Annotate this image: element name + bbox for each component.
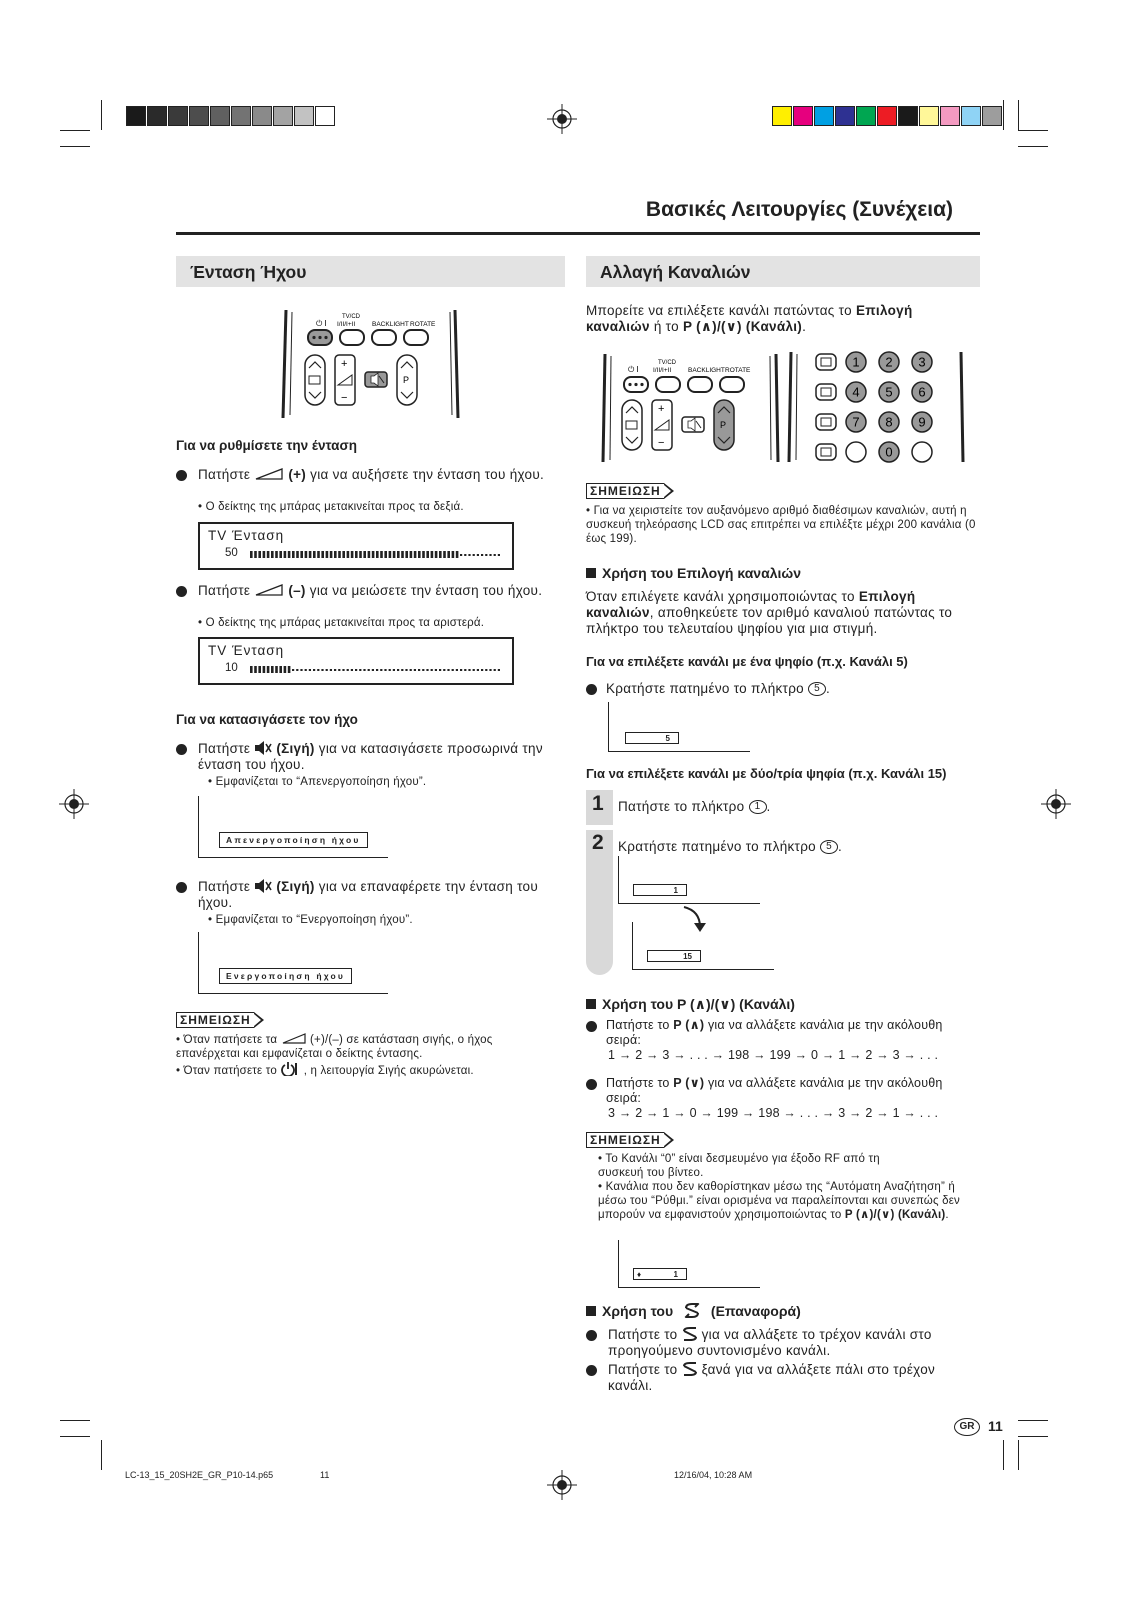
minus-label: − xyxy=(658,437,665,449)
volume-bar-segment xyxy=(389,551,392,558)
color-swatch xyxy=(940,106,960,126)
volume-osd-10 xyxy=(198,637,514,685)
volume-bar-segment xyxy=(460,669,462,671)
volume-bar-segment xyxy=(410,669,412,671)
volume-bar-segment xyxy=(258,666,261,673)
volume-bar-segment xyxy=(393,669,395,671)
modes-label: I/II/I+II xyxy=(337,321,356,328)
digit-key-label: 0 xyxy=(885,444,893,460)
section-title-volume: Ένταση Ήχου xyxy=(176,256,565,287)
volume-bar-segment xyxy=(351,669,353,671)
color-swatch xyxy=(898,106,918,126)
p-up-text: Πατήστε το P (∧) για να αλλάξετε κανάλια με την ακόλουθη σειρά: xyxy=(606,1018,943,1047)
note-left-1: • Όταν πατήσετε τα (+)/(–) σε κατάσταση σιγής, ο ήχος επανέρχεται και εμφανίζεται ο δείκτης έντασης. xyxy=(176,1034,493,1060)
volume-bar-segment xyxy=(498,669,500,671)
bullet-dot xyxy=(586,1330,597,1341)
volume-bar-segment xyxy=(275,666,278,673)
volume-bar-segment xyxy=(380,669,382,671)
volume-bar-segment xyxy=(489,554,491,556)
footer-file: LC-13_15_20SH2E_GR_P10-14.p65 xyxy=(125,1470,274,1480)
volume-bar-segment xyxy=(384,669,386,671)
volume-bar-segment xyxy=(317,551,320,558)
volume-bar-segment xyxy=(326,551,329,558)
bullet-dot xyxy=(176,744,187,755)
mute-text: Πατήστε (Σιγή) για να κατασιγάσετε προσωρινά την ένταση του ήχου. xyxy=(198,741,543,772)
power-label: ⏻ I xyxy=(628,365,639,374)
osd-channel-5: 5 xyxy=(625,732,679,744)
volume-bar-segment xyxy=(250,551,253,558)
section-title-channels: Αλλαγή Καναλιών xyxy=(586,256,980,287)
volume-bar-segment xyxy=(397,551,400,558)
volume-bar-segment xyxy=(368,669,370,671)
p-down-sequence: 3 → 2 → 1 → 0 → 199 → 198 → . . . → 3 → 2 → 1 → . . . xyxy=(608,1106,939,1120)
mute-subnote: • Εμφανίζεται το “Απενεργοποίηση ήχου”. xyxy=(208,776,427,788)
mute-icon xyxy=(254,741,272,755)
plus-label: + xyxy=(658,403,665,415)
osd-title: TV Ένταση xyxy=(208,643,285,658)
volume-bar-50 xyxy=(250,551,506,558)
volume-bar-segment xyxy=(342,551,345,558)
osd-channel-skip: ♦ 1 xyxy=(633,1268,687,1280)
bullet-dot xyxy=(586,1365,597,1376)
function-key xyxy=(816,444,836,460)
color-swatch xyxy=(814,106,834,126)
mute-heading: Για να κατασιγάσετε τον ήχο xyxy=(176,712,358,727)
volume-bar-segment xyxy=(300,551,303,558)
volume-bar-segment xyxy=(422,551,425,558)
volume-bar-segment xyxy=(464,554,466,556)
backlight-label: BACKLIGHT xyxy=(688,367,725,374)
page-title: Βασικές Λειτουργίες (Συνέχεια) xyxy=(645,198,953,221)
volume-bar-segment xyxy=(426,551,429,558)
volume-bar-segment xyxy=(313,669,315,671)
backlight-label: BACKLIGHT xyxy=(372,321,409,328)
rotate-label: ROTATE xyxy=(410,321,436,328)
volume-bar-segment xyxy=(263,666,266,673)
step-2-number: 2 xyxy=(592,831,604,854)
volume-bar-segment xyxy=(330,669,332,671)
volume-bar-segment xyxy=(321,669,323,671)
digit-key-label: 1 xyxy=(852,354,860,370)
volume-bar-segment xyxy=(456,669,458,671)
use-p-heading: Χρήση του P (∧)/(∨) (Κανάλι) xyxy=(586,996,795,1013)
tvcd-label: TV/CD xyxy=(342,314,360,320)
color-swatch xyxy=(961,106,981,126)
volume-bar-segment xyxy=(288,666,291,673)
use-select-text: Όταν επιλέγετε κανάλι χρησιμοποιώντας το Επιλογή καναλιών, αποθηκεύετε τον αριθμό καναλιού πατώντας το πλήκτρο του τελευταίου ψηφίου για μια στιγμή. xyxy=(586,589,953,636)
volume-bar-segment xyxy=(359,551,362,558)
volume-bar-segment xyxy=(456,551,459,558)
language-badge: GR xyxy=(954,1418,980,1436)
power-label: ⏻ I xyxy=(316,319,327,328)
osd-value: 10 xyxy=(225,662,238,674)
volume-bar-segment xyxy=(418,669,420,671)
bullet-dot xyxy=(586,1021,597,1032)
volume-bar-segment xyxy=(313,551,316,558)
color-swatch xyxy=(772,106,792,126)
volume-bar-segment xyxy=(359,669,361,671)
volume-bar-segment xyxy=(435,551,438,558)
volume-bar-segment xyxy=(414,669,416,671)
volume-bar-segment xyxy=(443,551,446,558)
step2-osd-frame-a xyxy=(618,856,760,904)
key-5-icon: 5 xyxy=(808,682,826,696)
osd-title: TV Ένταση xyxy=(208,528,285,543)
mute-icon xyxy=(254,879,272,893)
step-1-number: 1 xyxy=(592,792,604,815)
volume-bar-segment xyxy=(376,669,378,671)
volume-bar-segment xyxy=(401,669,403,671)
volume-bar-segment xyxy=(468,554,470,556)
volume-bar-segment xyxy=(363,551,366,558)
color-swatch xyxy=(147,106,167,126)
volume-bar-segment xyxy=(447,551,450,558)
volume-bar-segment xyxy=(477,554,479,556)
volume-bar-segment xyxy=(271,666,274,673)
volume-bar-segment xyxy=(284,551,287,558)
color-swatch xyxy=(252,106,272,126)
decrease-volume-text: Πατήστε (–) για να μειώσετε την ένταση του ήχου. xyxy=(198,583,543,598)
volume-bar-segment xyxy=(431,551,434,558)
footer-page: 11 xyxy=(320,1470,330,1480)
digit-key-label: 2 xyxy=(885,354,893,370)
flashback-icon xyxy=(683,1303,701,1318)
color-swatch xyxy=(793,106,813,126)
volume-osd-50 xyxy=(198,522,514,570)
keypad-illustration xyxy=(786,348,966,470)
volume-bar-segment xyxy=(368,551,371,558)
volume-bar-segment xyxy=(326,669,328,671)
volume-bar-segment xyxy=(296,669,298,671)
volume-bar-segment xyxy=(292,669,294,671)
volume-bar-segment xyxy=(376,551,379,558)
color-swatch xyxy=(189,106,209,126)
volume-bar-segment xyxy=(330,551,333,558)
volume-bar-segment xyxy=(372,669,374,671)
p-label: P xyxy=(403,375,410,385)
volume-bar-segment xyxy=(288,551,291,558)
osd-value: 50 xyxy=(225,547,238,559)
volume-bar-segment xyxy=(431,669,433,671)
p-down-text: Πατήστε το P (∨) για να αλλάξετε κανάλια με την ακόλουθη σειρά: xyxy=(606,1076,943,1105)
volume-bar-segment xyxy=(380,551,383,558)
color-swatch xyxy=(835,106,855,126)
volume-bar-segment xyxy=(338,551,341,558)
flashback-icon xyxy=(682,1362,698,1376)
volume-bar-segment xyxy=(494,669,496,671)
volume-bar-segment xyxy=(317,669,319,671)
unmute-text: Πατήστε (Σιγή) για να επαναφέρετε την ένταση του ήχου. xyxy=(198,879,539,910)
volume-bar-segment xyxy=(481,669,483,671)
volume-bar-segment xyxy=(414,551,417,558)
function-key xyxy=(816,384,836,400)
note-right-1: • Για να χειριστείτε τον αυξανόμενο αριθμό διαθέσιμων καναλιών, αυτή η συσκευή τηλεόρασης LCD σας επιτρέπει να επιλέξτε μέχρι 200 κανάλια (0 έως 199). xyxy=(586,505,976,545)
volume-bar-segment xyxy=(267,551,270,558)
function-key xyxy=(846,442,866,462)
color-swatch xyxy=(168,106,188,126)
function-key xyxy=(912,442,932,462)
volume-bar-segment xyxy=(347,551,350,558)
tvcd-label: TV/CD xyxy=(658,360,676,366)
note-tag-right-2: ΣΗΜΕΙΩΣΗ xyxy=(586,1132,664,1148)
digit-key-label: 5 xyxy=(885,384,893,400)
volume-wedge-icon xyxy=(254,583,284,597)
volume-bar-segment xyxy=(300,669,302,671)
rotate-label: ROTATE xyxy=(725,367,751,374)
digit-key-label: 9 xyxy=(918,414,926,430)
note-right-2-1: • Το Κανάλι “0” είναι δεσμευμένο για έξοδο RF από τη συσκευή του βίντεο. xyxy=(598,1153,880,1179)
two-digit-heading: Για να επιλέξετε κανάλι με δύο/τρία ψηφία (π.χ. Κανάλι 15) xyxy=(586,766,947,781)
minus-label: − xyxy=(341,392,348,404)
step2-osd-frame-b xyxy=(632,922,774,970)
flashback-text-2: Πατήστε το ξανά για να αλλάξετε πάλι στο τρέχον κανάλι. xyxy=(608,1362,936,1393)
color-swatch xyxy=(210,106,230,126)
volume-bar-segment xyxy=(279,551,282,558)
adjust-heading: Για να ρυθμίσετε την ένταση xyxy=(176,438,357,453)
volume-bar-segment xyxy=(384,551,387,558)
osd-channel-1: 1 xyxy=(633,884,687,896)
color-swatch xyxy=(315,106,335,126)
key-5-icon: 5 xyxy=(820,840,838,854)
volume-bar-segment xyxy=(389,669,391,671)
increase-volume-text: Πατήστε (+) για να αυξήσετε την ένταση του ήχου. xyxy=(198,467,545,482)
volume-bar-segment xyxy=(405,551,408,558)
volume-bar-segment xyxy=(452,669,454,671)
color-swatch xyxy=(273,106,293,126)
flashback-heading: Χρήση του (Επαναφορά) xyxy=(586,1303,801,1319)
note-tag-left: ΣΗΜΕΙΩΣΗ xyxy=(176,1012,254,1028)
volume-bar-segment xyxy=(305,551,308,558)
function-key xyxy=(816,414,836,430)
plus-label: + xyxy=(341,358,348,370)
volume-bar-segment xyxy=(439,669,441,671)
volume-bar-segment xyxy=(372,551,375,558)
bullet-dot xyxy=(176,470,187,481)
unmute-subnote: • Εμφανίζεται το “Ενεργοποίηση ήχου”. xyxy=(208,914,413,926)
volume-bar-segment xyxy=(397,669,399,671)
volume-bar-segment xyxy=(494,554,496,556)
one-digit-text: Κρατήστε πατημένο το πλήκτρο 5 . xyxy=(606,681,831,696)
volume-bar-segment xyxy=(342,669,344,671)
volume-bar-segment xyxy=(267,666,270,673)
volume-bar-segment xyxy=(292,551,295,558)
volume-bar-segment xyxy=(473,554,475,556)
volume-bar-segment xyxy=(338,669,340,671)
volume-bar-segment xyxy=(435,669,437,671)
key-1-icon: 1 xyxy=(749,800,767,814)
volume-bar-segment xyxy=(296,551,299,558)
volume-bar-segment xyxy=(464,669,466,671)
color-swatch xyxy=(877,106,897,126)
title-rule xyxy=(176,232,980,235)
digit-key-label: 7 xyxy=(852,414,860,430)
volume-bar-segment xyxy=(405,669,407,671)
registration-mark-icon xyxy=(547,104,577,134)
volume-bar-segment xyxy=(439,551,442,558)
note-tag-right-1: ΣΗΜΕΙΩΣΗ xyxy=(586,483,664,499)
registration-mark-icon xyxy=(1041,789,1071,819)
volume-bar-segment xyxy=(347,669,349,671)
bullet-dot xyxy=(586,684,597,695)
modes-label: I/II/I+II xyxy=(653,367,672,374)
volume-bar-segment xyxy=(351,551,354,558)
volume-bar-segment xyxy=(254,551,257,558)
volume-bar-segment xyxy=(309,551,312,558)
volume-bar-segment xyxy=(489,669,491,671)
mute-osd-frame xyxy=(198,796,388,858)
color-swatch xyxy=(856,106,876,126)
osd-channel-15: 15 xyxy=(647,950,701,962)
volume-bar-segment xyxy=(481,554,483,556)
volume-bar-segment xyxy=(418,551,421,558)
note-left-2: • Όταν πατήσετε το , η λειτουργία Σιγής ακυρώνεται. xyxy=(176,1062,556,1078)
mute-osd-label: Απενεργοποίηση ήχου xyxy=(219,832,368,848)
square-bullet xyxy=(586,568,596,578)
volume-bar-segment xyxy=(473,669,475,671)
volume-bar-segment xyxy=(284,666,287,673)
volume-bar-segment xyxy=(250,666,253,673)
volume-bar-segment xyxy=(452,551,455,558)
volume-bar-segment xyxy=(498,554,500,556)
digit-key-label: 4 xyxy=(852,384,860,400)
volume-bar-segment xyxy=(393,551,396,558)
use-select-heading: Χρήση του Επιλογή καναλιών xyxy=(586,565,801,581)
volume-bar-segment xyxy=(477,669,479,671)
square-bullet xyxy=(586,1306,596,1316)
one-digit-heading: Για να επιλέξετε κανάλι με ένα ψηφίο (π.χ. Κανάλι 5) xyxy=(586,654,908,669)
color-swatch xyxy=(231,106,251,126)
volume-bar-segment xyxy=(355,551,358,558)
volume-wedge-icon xyxy=(254,467,284,481)
volume-bar-segment xyxy=(305,669,307,671)
volume-bar-segment xyxy=(275,551,278,558)
volume-bar-segment xyxy=(254,666,257,673)
volume-bar-segment xyxy=(401,551,404,558)
digit-key-label: 3 xyxy=(918,354,926,370)
volume-bar-segment xyxy=(271,551,274,558)
p-up-sequence: 1 → 2 → 3 → . . . → 198 → 199 → 0 → 1 → 2 → 3 → . . . xyxy=(608,1048,939,1062)
volume-bar-segment xyxy=(422,669,424,671)
bullet-dot xyxy=(586,1079,597,1090)
page-number: 11 xyxy=(988,1418,1003,1434)
volume-bar-segment xyxy=(334,669,336,671)
volume-bar-segment xyxy=(334,551,337,558)
volume-bar-segment xyxy=(443,669,445,671)
volume-bar-segment xyxy=(355,669,357,671)
color-swatch xyxy=(294,106,314,126)
step-2-text: Κρατήστε πατημένο το πλήκτρο 5 . xyxy=(618,839,843,854)
volume-bar-segment xyxy=(485,669,487,671)
digit-key-label: 6 xyxy=(918,384,926,400)
volume-bar-segment xyxy=(309,669,311,671)
volume-bar-segment xyxy=(363,669,365,671)
flashback-text-1: Πατήστε το για να αλλάξετε το τρέχον κανάλι στο προηγούμενο συντονισμένο κανάλι. xyxy=(608,1327,932,1358)
one-digit-osd-frame xyxy=(608,702,750,752)
volume-wedge-icon xyxy=(281,1033,307,1045)
square-bullet xyxy=(586,999,596,1009)
volume-bar-segment xyxy=(460,554,462,556)
note-right-2-2: • Κανάλια που δεν καθορίστηκαν μέσω της “Αυτόματη Αναζήτηση” ή μέσω του “Ρύθμι.” είναι ορισμένα να παραλείπονται και συνεπώς δεν μπορούν να εμφανιστούν χρησιμοποιώντας το P (∧)/(∨) (Κανάλι). xyxy=(598,1181,961,1221)
volume-bar-segment xyxy=(426,669,428,671)
volume-bar-10 xyxy=(250,666,506,673)
digit-key-label: 8 xyxy=(885,414,893,430)
volume-bar-segment xyxy=(485,554,487,556)
bullet-dot xyxy=(176,882,187,893)
skip-diamond-icon: ♦ xyxy=(637,1270,642,1279)
p-label: P xyxy=(720,420,727,430)
decrease-volume-subnote: • Ο δείκτης της μπάρας μετακινείται προς τα αριστερά. xyxy=(198,617,485,629)
unmute-osd-frame xyxy=(198,932,388,994)
color-swatch xyxy=(982,106,1002,126)
bullet-dot xyxy=(176,586,187,597)
power-icon xyxy=(280,1062,300,1076)
channels-intro: Μπορείτε να επιλέξετε κανάλι πατώντας το Επιλογή καναλιών ή το P (∧)/(∨) (Κανάλι). xyxy=(586,303,913,334)
registration-mark-icon xyxy=(59,789,89,819)
volume-bar-segment xyxy=(263,551,266,558)
remote-control-volume-illustration xyxy=(280,300,460,425)
volume-bar-segment xyxy=(447,669,449,671)
volume-bar-segment xyxy=(279,666,282,673)
volume-bar-segment xyxy=(410,551,413,558)
volume-bar-segment xyxy=(258,551,261,558)
volume-bar-segment xyxy=(321,551,324,558)
footer-date: 12/16/04, 10:28 AM xyxy=(674,1470,753,1480)
registration-mark-icon xyxy=(547,1470,577,1500)
unmute-osd-label: Ενεργοποίηση ήχου xyxy=(219,968,352,984)
remote-control-channel-illustration xyxy=(600,350,780,468)
volume-bar-segment xyxy=(468,669,470,671)
step-1-text: Πατήστε το πλήκτρο 1 . xyxy=(618,799,771,814)
skip-osd-frame xyxy=(618,1240,760,1288)
function-key xyxy=(816,354,836,370)
increase-volume-subnote: • Ο δείκτης της μπάρας μετακινείται προς τα δεξιά. xyxy=(198,501,464,513)
color-swatch xyxy=(126,106,146,126)
flashback-icon xyxy=(682,1327,698,1341)
color-swatch xyxy=(919,106,939,126)
